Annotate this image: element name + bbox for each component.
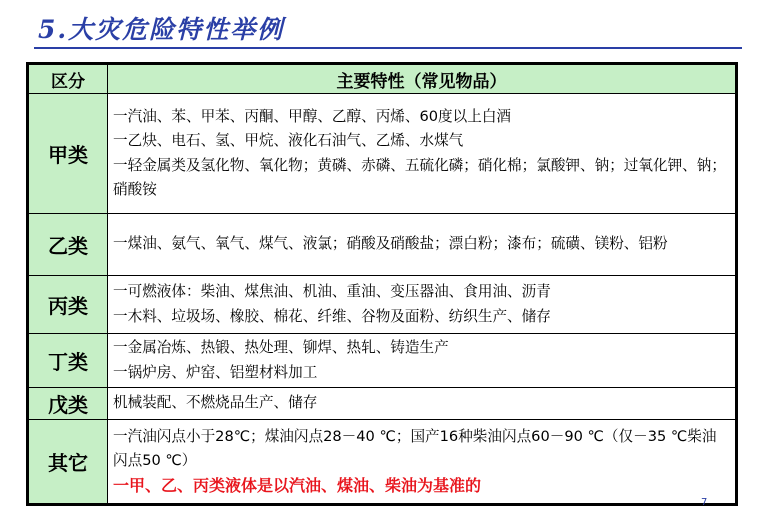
description-line: 机械装配、不燃烧品生产、储存 bbox=[113, 394, 318, 412]
header-characteristics: 主要特性（常见物品） bbox=[108, 65, 736, 94]
description-line: 一乙炔、电石、氢、甲烷、液化石油气、乙烯、水煤气 bbox=[113, 132, 464, 149]
page-number: 7 bbox=[701, 497, 708, 508]
description-line: 一煤油、氨气、氧气、煤气、液氯；硝酸及硝酸盐；漂白粉；漆布；硫磺、镁粉、铝粉 bbox=[113, 235, 668, 253]
description-line: 一轻金属类及氢化物、氧化物；黄磷、赤磷、五硫化磷；硝化棉；氯酸钾、钠；过氧化钾、钠；硝酸铵 bbox=[113, 156, 726, 198]
category-cell: 戊类 bbox=[29, 388, 108, 420]
table-row bbox=[29, 276, 736, 334]
table-row bbox=[29, 388, 736, 420]
category-cell: 其它 bbox=[29, 420, 108, 504]
table-row bbox=[29, 94, 736, 214]
description-line: 一汽油、苯、甲苯、丙酮、甲醇、乙醇、丙烯、60度以上白酒 bbox=[113, 107, 512, 125]
table-row bbox=[29, 334, 736, 388]
hazard-table bbox=[28, 64, 736, 504]
header-category: 区分 bbox=[29, 65, 108, 94]
category-cell: 乙类 bbox=[29, 214, 108, 276]
table-row bbox=[29, 214, 736, 276]
title-underline bbox=[34, 47, 742, 49]
description-line: 一汽油闪点小于28℃；煤油闪点28－40 ℃；国产16种柴油闪点60－90 ℃（仅－35 ℃柴油闪点50 ℃） bbox=[113, 427, 717, 470]
description-line: 一锅炉房、炉窑、铝塑材料加工 bbox=[113, 363, 318, 381]
highlight-note: 一甲、乙、丙类液体是以汽油、煤油、柴油为基准的 bbox=[113, 475, 482, 495]
hazard-table-container bbox=[26, 62, 738, 506]
description-cell bbox=[108, 276, 736, 334]
category-cell: 丁类 bbox=[29, 334, 108, 388]
description-cell bbox=[108, 420, 736, 504]
description-cell bbox=[108, 94, 736, 214]
description-line: 一可燃液体：柴油、煤焦油、机油、重油、变压器油、食用油、沥青 bbox=[113, 283, 551, 300]
description-line: 一金属冶炼、热锻、热处理、铆焊、热轧、铸造生产 bbox=[113, 339, 449, 356]
description-line: 一木料、垃圾场、橡胶、棉花、纤维、谷物及面粉、纺织生产、储存 bbox=[113, 307, 551, 325]
category-cell: 丙类 bbox=[29, 276, 108, 334]
description-cell bbox=[108, 388, 736, 420]
description-cell bbox=[108, 334, 736, 388]
slide-title: 5.大灾危险特性举例 bbox=[38, 15, 285, 44]
table-row bbox=[29, 420, 736, 504]
description-cell bbox=[108, 214, 736, 276]
table-header-row bbox=[29, 65, 736, 94]
category-cell: 甲类 bbox=[29, 94, 108, 214]
